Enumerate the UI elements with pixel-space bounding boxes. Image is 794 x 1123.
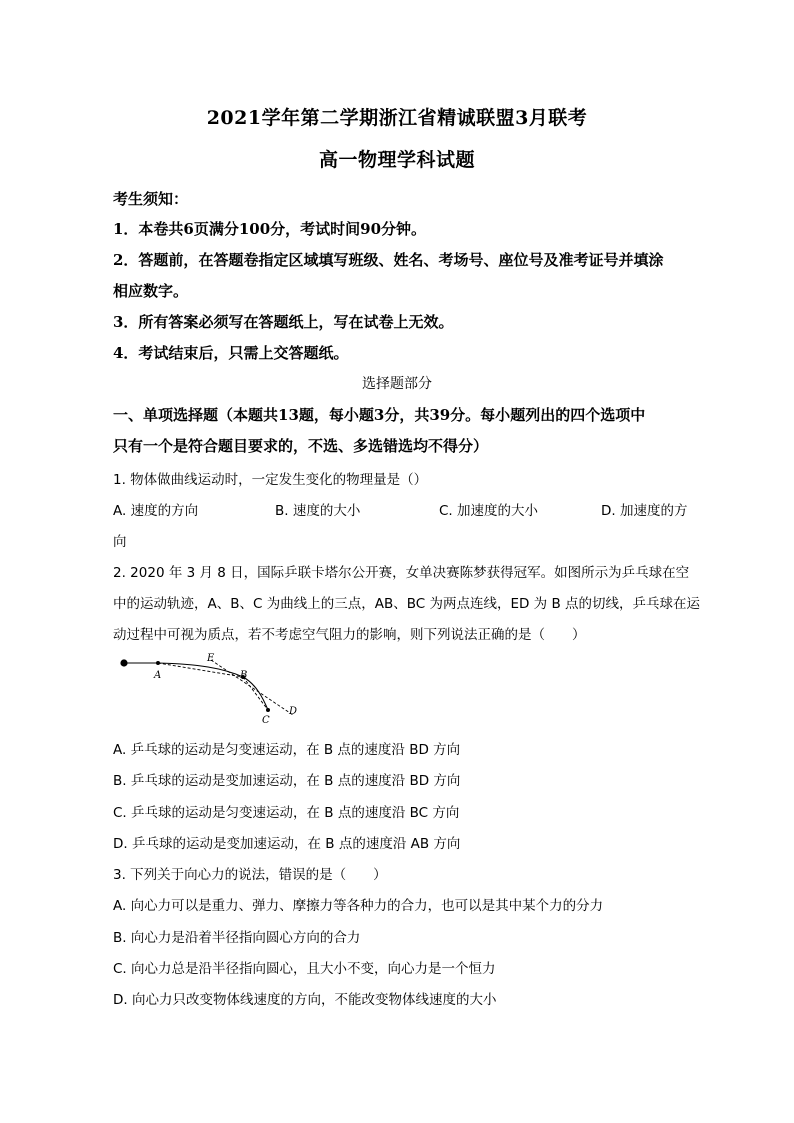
question-2-option-b[interactable]: B. 乒乓球的运动是变加速运动，在 B 点的速度沿 BD 方向 xyxy=(113,773,461,789)
notice-item: 相应数字。 xyxy=(113,282,189,300)
section-heading: 只有一个是符合题目要求的，不选、多选错选均不得分） xyxy=(113,437,489,455)
notice-item: 2．答题前，在答题卷指定区域填写班级、姓名、考场号、座位号及准考证号并填涂 xyxy=(113,251,664,269)
label-b: B xyxy=(240,670,248,681)
question-1-stem: 1. 物体做曲线运动时，一定发生变化的物理量是（） xyxy=(113,472,428,488)
notice-item: 3．所有答案必须写在答题纸上，写在试卷上无效。 xyxy=(113,313,454,331)
question-3-stem: 3. 下列关于向心力的说法，错误的是（ ） xyxy=(113,867,387,883)
tangent-ed xyxy=(211,660,293,715)
trajectory-diagram xyxy=(113,648,313,732)
question-3-option-d[interactable]: D. 向心力只改变物体线速度的方向，不能改变物体线速度的大小 xyxy=(113,992,497,1008)
trajectory-curve xyxy=(158,663,268,710)
ball-start-point xyxy=(120,659,127,666)
section-title: 选择题部分 xyxy=(362,376,432,392)
point-c xyxy=(266,708,270,712)
exam-title: 2021学年第二学期浙江省精诚联盟3月联考 xyxy=(206,107,588,129)
exam-subtitle: 高一物理学科试题 xyxy=(318,149,475,171)
question-2-stem: 动过程中可视为质点，若不考虑空气阻力的影响，则下列说法正确的是（ ） xyxy=(113,627,586,643)
label-c: C xyxy=(262,715,270,726)
notice-heading: 考生须知： xyxy=(113,190,189,208)
label-a: A xyxy=(154,670,162,681)
section-heading: 一、单项选择题（本题共13题，每小题3分，共39分。每小题列出的四个选项中 xyxy=(113,406,646,424)
question-1-option-a[interactable]: A. 速度的方向 xyxy=(113,503,199,519)
question-2-option-d[interactable]: D. 乒乓球的运动是变加速运动，在 B 点的速度沿 AB 方向 xyxy=(113,836,461,852)
question-1-option-b[interactable]: B. 速度的大小 xyxy=(275,503,361,519)
question-1-option-c[interactable]: C. 加速度的大小 xyxy=(439,503,539,519)
question-1-option-d-wrap: 向 xyxy=(113,534,127,550)
question-2-stem: 中的运动轨迹，A、B、C 为曲线上的三点，AB、BC 为两点连线，ED 为 B 点的切线，乒乓球在运 xyxy=(113,596,701,612)
question-2-option-a[interactable]: A. 乒乓球的运动是匀变速运动，在 B 点的速度沿 BD 方向 xyxy=(113,742,461,758)
label-e: E xyxy=(207,653,215,664)
question-1-option-d[interactable]: D. 加速度的方 xyxy=(601,503,688,519)
question-3-option-a[interactable]: A. 向心力可以是重力、弹力、摩擦力等各种力的合力，也可以是其中某个力的分力 xyxy=(113,898,604,914)
notice-item: 1．本卷共6页满分100分，考试时间90分钟。 xyxy=(113,220,427,238)
question-3-option-c[interactable]: C. 向心力总是沿半径指向圆心，且大小不变，向心力是一个恒力 xyxy=(113,961,496,977)
chord-bc xyxy=(243,677,268,710)
question-2-option-c[interactable]: C. 乒乓球的运动是匀变速运动，在 B 点的速度沿 BC 方向 xyxy=(113,805,460,821)
chord-ab xyxy=(158,663,243,677)
notice-item: 4．考试结束后，只需上交答题纸。 xyxy=(113,344,349,362)
question-2-stem: 2. 2020 年 3 月 8 日，国际乒联卡塔尔公开赛，女单决赛陈梦获得冠军。如图所示为乒乓球在空 xyxy=(113,565,690,581)
label-d: D xyxy=(289,706,298,717)
question-3-option-b[interactable]: B. 向心力是沿着半径指向圆心方向的合力 xyxy=(113,930,361,946)
